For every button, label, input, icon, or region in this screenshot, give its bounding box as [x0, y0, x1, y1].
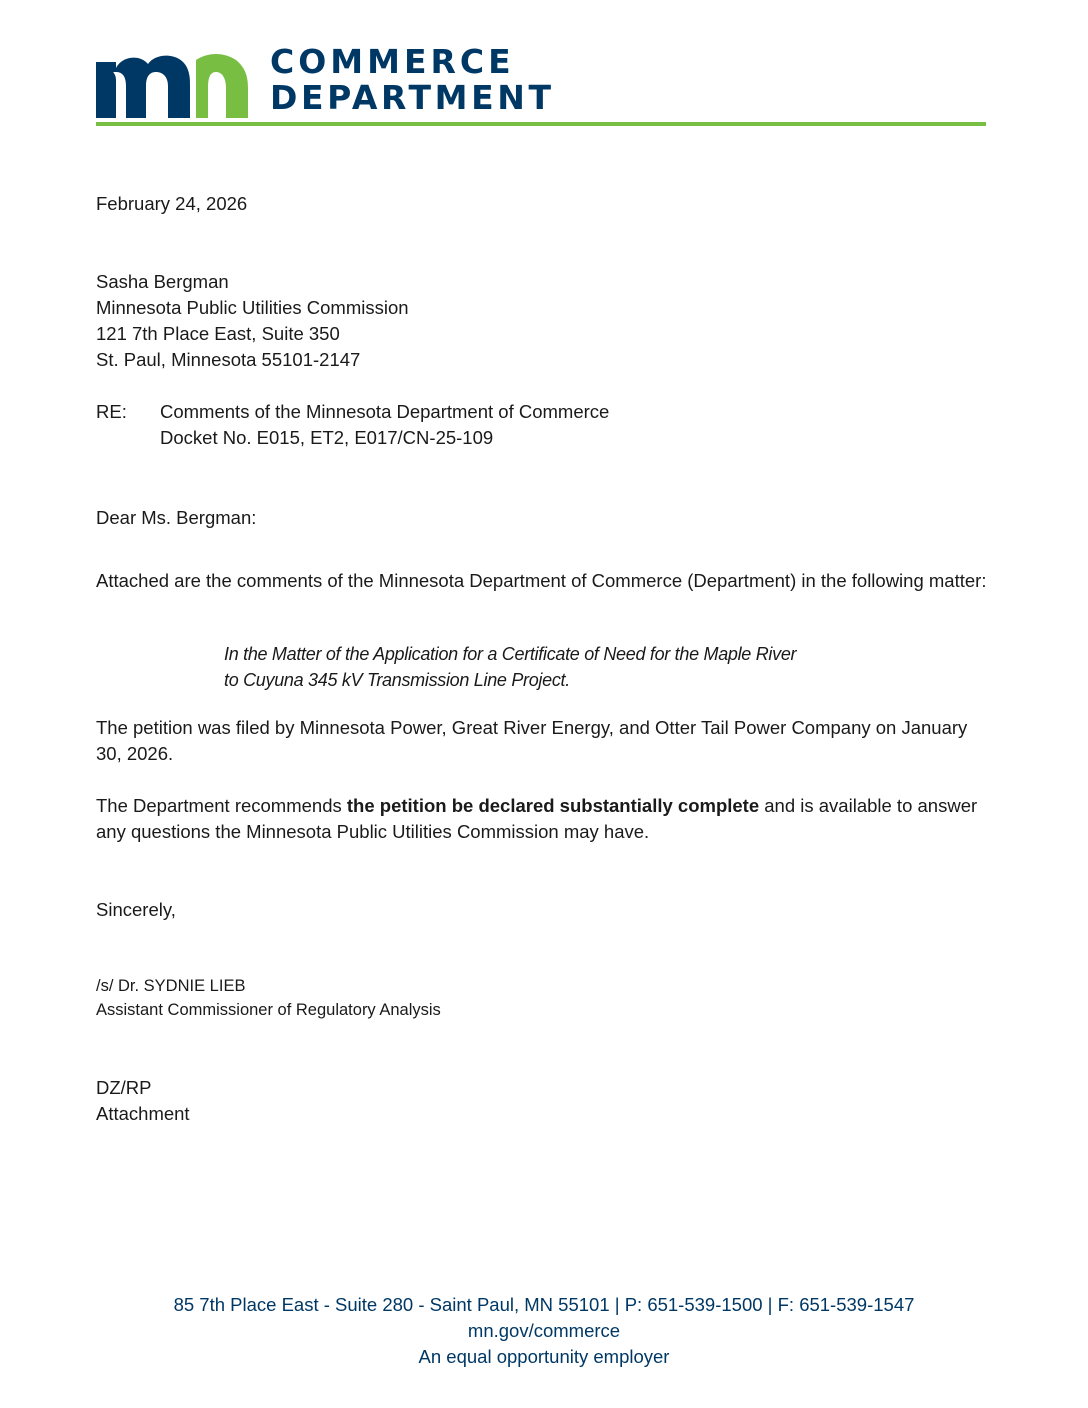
department-wordmark [270, 44, 555, 116]
recipient-name: Sasha Bergman [96, 271, 229, 292]
footer-address: 85 7th Place East - Suite 280 - Saint Paul, MN 55101 | P: 651-539-1500 | F: 651-539-1547 [173, 1294, 915, 1315]
re-label: RE: [96, 401, 127, 422]
re-docket: Docket No. E015, ET2, E017/CN-25-109 [160, 427, 494, 448]
page-footer [0, 1292, 1088, 1370]
recommendation-tail: and is available to answer any questions the Minnesota Public Utilities Commission may have. [96, 795, 978, 842]
re-subject: Comments of the Minnesota Department of Commerce [160, 401, 610, 422]
recommendation-emphasis: the petition be declared substantially complete [346, 795, 760, 816]
letterhead-divider [96, 122, 986, 126]
body-paragraph-3 [96, 793, 996, 845]
matter-title-line-1: In the Matter of the Application for a Certificate of Need for the Maple River [224, 644, 797, 664]
recipient-organization: Minnesota Public Utilities Commission [96, 297, 409, 318]
wordmark-line-2: DEPARTMENT [270, 78, 555, 117]
wordmark-line-1: COMMERCE [270, 42, 515, 81]
signature-name: /s/ Dr. SYDNIE LIEB [96, 977, 246, 995]
enclosure-note: Attachment [96, 1103, 190, 1124]
typist-initials: DZ/RP [96, 1077, 152, 1098]
recommendation-lead: The Department recommends [96, 795, 347, 816]
signature-title: Assistant Commissioner of Regulatory Analysis [96, 1001, 441, 1019]
body-paragraph-2: The petition was filed by Minnesota Power, Great River Energy, and Otter Tail Power Company on January 30, 2026. [96, 717, 968, 764]
body-paragraph-1: Attached are the comments of the Minnesota Department of Commerce (Department) in the following matter: [96, 570, 987, 591]
closing: Sincerely, [96, 899, 176, 920]
recipient-address-line-1: 121 7th Place East, Suite 350 [96, 323, 340, 344]
mn-logo-icon [96, 50, 248, 118]
salutation: Dear Ms. Bergman: [96, 507, 257, 528]
footer-tagline: An equal opportunity employer [418, 1346, 670, 1367]
letter-date: February 24, 2026 [96, 193, 248, 214]
matter-title-line-2: to Cuyuna 345 kV Transmission Line Project. [224, 670, 570, 690]
recipient-address-line-2: St. Paul, Minnesota 55101-2147 [96, 349, 361, 370]
footer-website-link[interactable]: mn.gov/commerce [467, 1320, 621, 1341]
